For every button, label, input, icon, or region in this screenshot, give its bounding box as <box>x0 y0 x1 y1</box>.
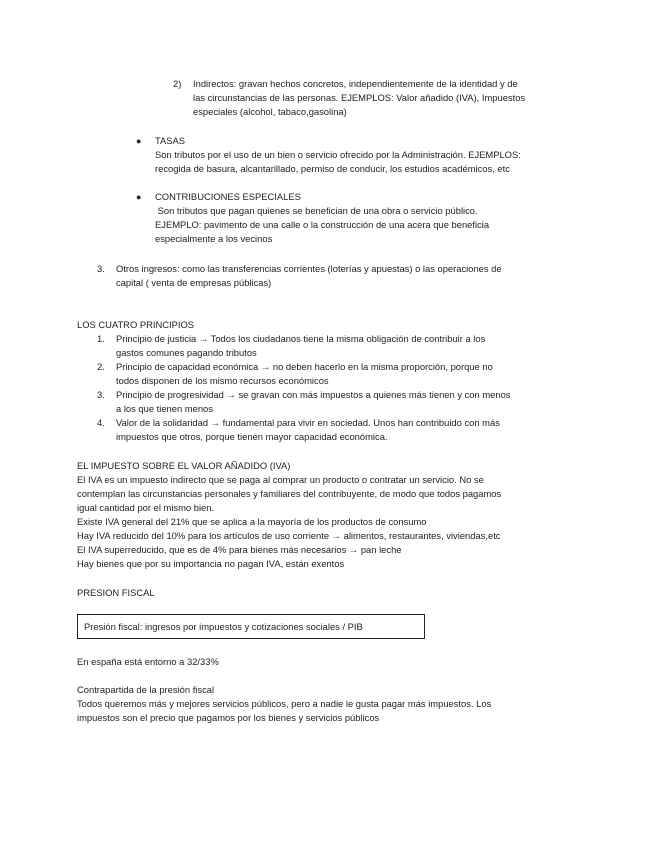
principio-item <box>116 332 485 360</box>
principio-item <box>116 388 510 416</box>
list-number: 3. <box>97 389 105 400</box>
text-line: gastos comunes pagando tributos <box>116 347 257 358</box>
text-line: En españa está entorno a 32/33% <box>77 656 219 667</box>
bullet-icon: ● <box>136 136 142 146</box>
text-line: EJEMPLO: pavimento de una calle o la construcción de una acera que beneficia <box>155 219 490 230</box>
contribuciones-item <box>155 190 489 246</box>
text-line: El IVA superreducido, que es de 4% para bienes más necesarios → pan leche <box>77 544 402 555</box>
indirectos-item <box>193 77 525 119</box>
text-line: El IVA es un impuesto indirecto que se paga al comprar un producto o contratar un servicio. No se <box>77 474 484 485</box>
formula-text: Presión fiscal: ingresos por impuestos y cotizaciones sociales / PIB <box>84 621 363 632</box>
item-title: TASAS <box>155 135 186 146</box>
list-number: 2. <box>97 361 105 372</box>
list-number: 3. <box>97 263 105 274</box>
section-heading: Contrapartida de la presión fiscal <box>77 684 215 695</box>
text-line: Principio de progresividad → se gravan con más impuestos a quienes más tienen y con menos <box>116 389 511 400</box>
text-line: Otros ingresos: como las transferencias corrientes (loterías y apuestas) o las operaciones de <box>116 263 502 274</box>
list-number: 1. <box>97 333 105 344</box>
text-line: Valor de la solidaridad → fundamental para vivir en sociedad. Unos han contribuido con más <box>116 417 500 428</box>
iva-section <box>77 459 501 571</box>
tasas-item <box>155 134 521 176</box>
text-line: las circunstancias de las personas. EJEMPLOS: Valor añadido (IVA), Impuestos <box>193 92 526 103</box>
bullet-icon: ● <box>136 192 142 202</box>
section-heading: EL IMPUESTO SOBRE EL VALOR AÑADIDO (IVA) <box>77 460 291 471</box>
formula-box <box>77 614 425 639</box>
text-line: Son tributos que pagan quienes se benefician de una obra o servicio público. <box>155 205 478 216</box>
section-heading: PRESION FISCAL <box>77 587 155 598</box>
list-number: 2) <box>173 78 182 89</box>
text-line: Hay IVA reducido del 10% para los artículos de uso corriente → alimentos, restaurantes, viviendas,etc <box>77 530 501 541</box>
text-line: todos disponen de los mismo recursos económicos <box>116 375 329 386</box>
text-line: capital ( venta de empresas públicas) <box>116 277 272 288</box>
text-line: especiales (alcohol, tabaco,gasolina) <box>193 106 347 117</box>
section-heading: LOS CUATRO PRINCIPIOS <box>77 319 195 330</box>
text-line: Principio de justicia → Todos los ciudadanos tiene la misma obligación de contribuir a los <box>116 333 486 344</box>
principio-item <box>116 360 493 388</box>
text-line: Existe IVA general del 21% que se aplica a la mayoría de los productos de consumo <box>77 516 427 527</box>
otros-ingresos-item <box>116 262 502 290</box>
text-line: Principio de capacidad económica → no deben hacerlo en la misma proporción, porque no <box>116 361 493 372</box>
text-line: Todos queremos más y mejores servicios públicos, pero a nadie le gusta pagar más impuestos. Los <box>77 698 492 709</box>
text-line: a los que tienen menos <box>116 403 213 414</box>
text-line: impuestos son el precio que pagamos por los bienes y servicios públicos <box>77 712 380 723</box>
text-line: igual cantidad por el mismo bien. <box>77 502 215 513</box>
text-line: impuestos que otros, porque tienen mayor capacidad económica. <box>116 431 388 442</box>
text-line: Hay bienes que por su importancia no pagan IVA, están exentos <box>77 558 345 569</box>
text-line: contemplan las circunstancias personales y familiares del contribuyente, de modo que todos pagamos <box>77 488 502 499</box>
item-title: CONTRIBUCIONES ESPECIALES <box>155 191 301 202</box>
text-line: especialmente a los vecinos <box>155 233 273 244</box>
text-line: recogida de basura, alcantarillado, permiso de conducir, los estudios académicos, etc <box>155 163 510 174</box>
list-number: 4. <box>97 417 105 428</box>
text-line: Indirectos: gravan hechos concretos, independientemente de la identidad y de <box>193 78 518 89</box>
contrapartida-section <box>77 683 491 725</box>
text-line: Son tributos por el uso de un bien o servicio ofrecido por la Administración. EJEMPLOS: <box>155 149 521 160</box>
principio-item <box>116 416 500 444</box>
